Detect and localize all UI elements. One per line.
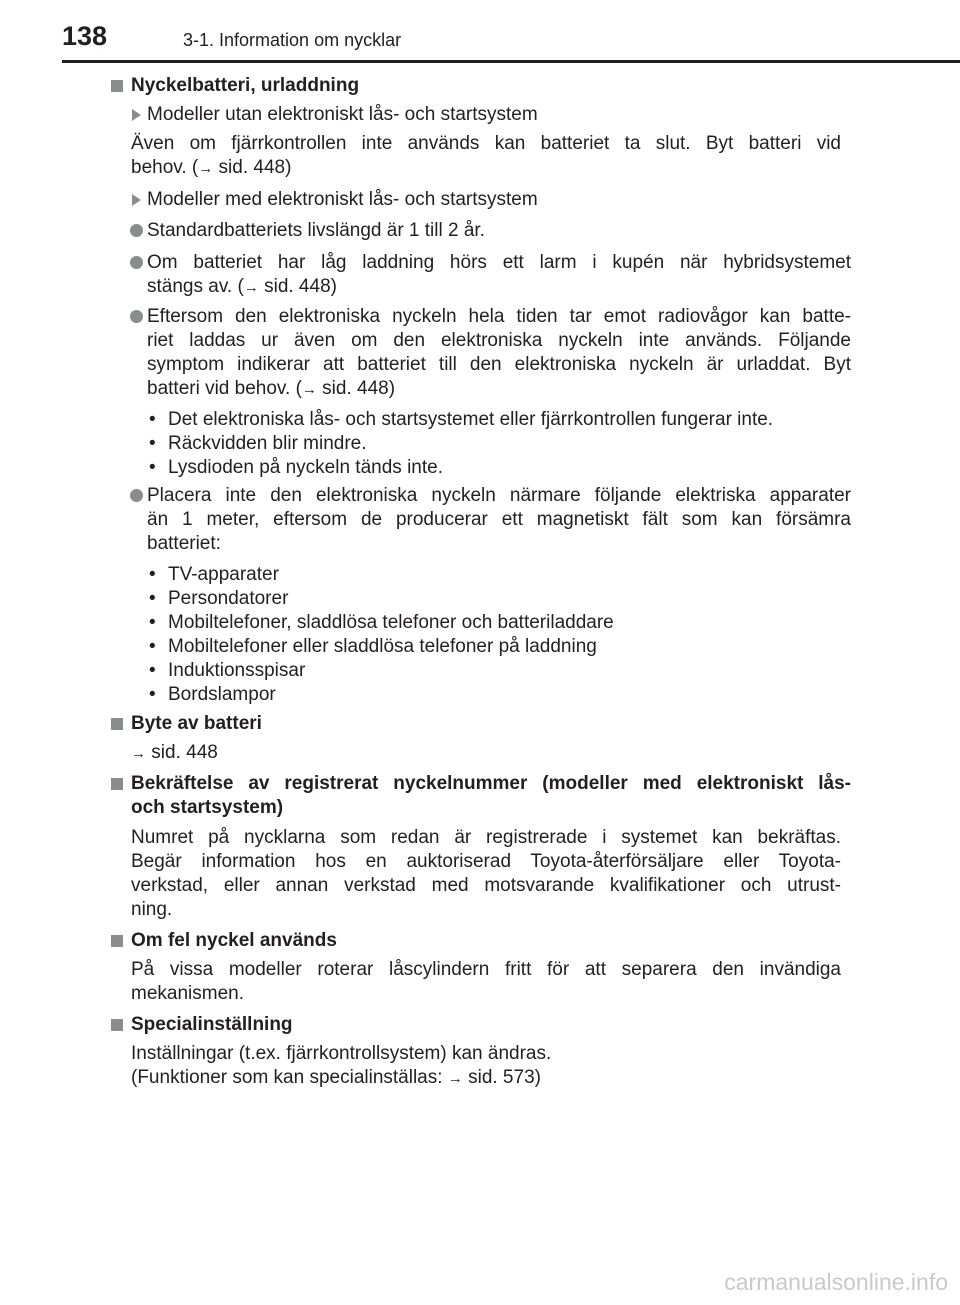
paragraph-line: riet laddas ur även om den elektroniska nyckeln inte används. Följande [147, 330, 851, 351]
heading-battery-discharge: Nyckelbatteri, urladdning [131, 74, 851, 98]
paragraph-line: Numret på nycklarna som redan är registrerade i systemet kan bekräftas. [131, 827, 841, 848]
arrow-right-icon: → [301, 381, 317, 398]
paragraph-line: (Funktioner som kan specialinställas: → sid. 573) [131, 1066, 841, 1091]
list-item: • Bordslampor [168, 683, 848, 707]
arrow-right-icon: → [131, 745, 146, 762]
arrow-right-icon: → [243, 279, 259, 296]
page-reference-link[interactable]: sid. 448) [316, 378, 396, 399]
subheading-without-smart-key: Modeller utan elektroniskt lås- och startsystem [147, 103, 847, 127]
list-item: • TV-apparater [168, 563, 848, 587]
heading-key-number-confirmation: Bekräftelse av registrerat nyckelnummer (modeller med elektroniskt lås- [131, 773, 851, 794]
paragraph-line: Inställningar (t.ex. fjärrkontrollsystem) kan ändras. [131, 1043, 552, 1064]
paragraph-line: batteriet: [147, 533, 221, 554]
arrow-right-icon: → [198, 160, 214, 177]
list-item: • Det elektroniska lås- och startsystemet eller fjärrkontrollen fungerar inte. [168, 408, 848, 432]
heading-battery-replacement: Byte av batteri [131, 712, 851, 736]
header-rule [62, 60, 960, 63]
paragraph-line: Även om fjärrkontrollen inte används kan batteriet ta slut. Byt batteri vid [131, 133, 841, 154]
subheading-with-smart-key: Modeller med elektroniskt lås- och startsystem [147, 188, 847, 212]
heading-wrong-key: Om fel nyckel används [131, 929, 851, 953]
bullet-item: Eftersom den elektroniska nyckeln hela tiden tar emot radiovågor kan batte- [147, 306, 851, 327]
page-number: 138 [62, 21, 108, 51]
paragraph-line: mekanismen. [131, 983, 244, 1004]
paragraph-line: symptom indikerar att batteriet till den elektroniska nyckeln är urladdat. Byt [147, 354, 851, 375]
paragraph-line: behov. (→ sid. 448) [131, 156, 841, 181]
list-item: • Persondatorer [168, 587, 848, 611]
list-item: • Räckvidden blir mindre. [168, 432, 848, 456]
paragraph-line: stängs av. (→ sid. 448) [147, 275, 857, 300]
paragraph-line: Begär information hos en auktoriserad Toyota-återförsäljare eller Toyota- [131, 851, 841, 872]
heading-customization: Specialinställning [131, 1013, 851, 1037]
paragraph-line: batteri vid behov. (→ sid. 448) [147, 377, 857, 402]
heading-continuation: och startsystem) [131, 797, 284, 818]
page-reference-link[interactable]: sid. 448) [258, 276, 337, 297]
page-reference-link[interactable]: sid. 448) [213, 157, 292, 178]
watermark[interactable]: carmanualsonline.info [724, 1269, 948, 1295]
bullet-item: Om batteriet har låg laddning hörs ett larm i kupén när hybridsystemet [147, 252, 851, 273]
section-title: 3-1. Information om nycklar [183, 30, 402, 50]
paragraph-line: På vissa modeller roterar låscylindern fritt för att separera den invändiga [131, 959, 841, 980]
list-item: • Lysdioden på nyckeln tänds inte. [168, 456, 848, 480]
bullet-item: Placera inte den elektroniska nyckeln närmare följande elektriska apparater [147, 485, 851, 506]
bullet-item: Standardbatteriets livslängd är 1 till 2 år. [147, 219, 851, 243]
paragraph-line: verkstad, eller annan verkstad med motsvarande kvalifikationer och utrust- [131, 875, 841, 896]
arrow-right-icon: → [447, 1070, 463, 1087]
paragraph-line: än 1 meter, eftersom de producerar ett magnetiskt fält som kan försämra [147, 509, 851, 530]
reference-line [131, 741, 731, 766]
page-reference-link[interactable]: sid. 573) [462, 1067, 541, 1088]
page-header [0, 0, 960, 62]
paragraph-line: ning. [131, 899, 173, 920]
list-item: • Induktionsspisar [168, 659, 848, 683]
page-reference-link[interactable]: sid. 448 [146, 742, 218, 763]
list-item: • Mobiltelefoner eller sladdlösa telefoner på laddning [168, 635, 848, 659]
list-item: • Mobiltelefoner, sladdlösa telefoner och batteriladdare [168, 611, 848, 635]
